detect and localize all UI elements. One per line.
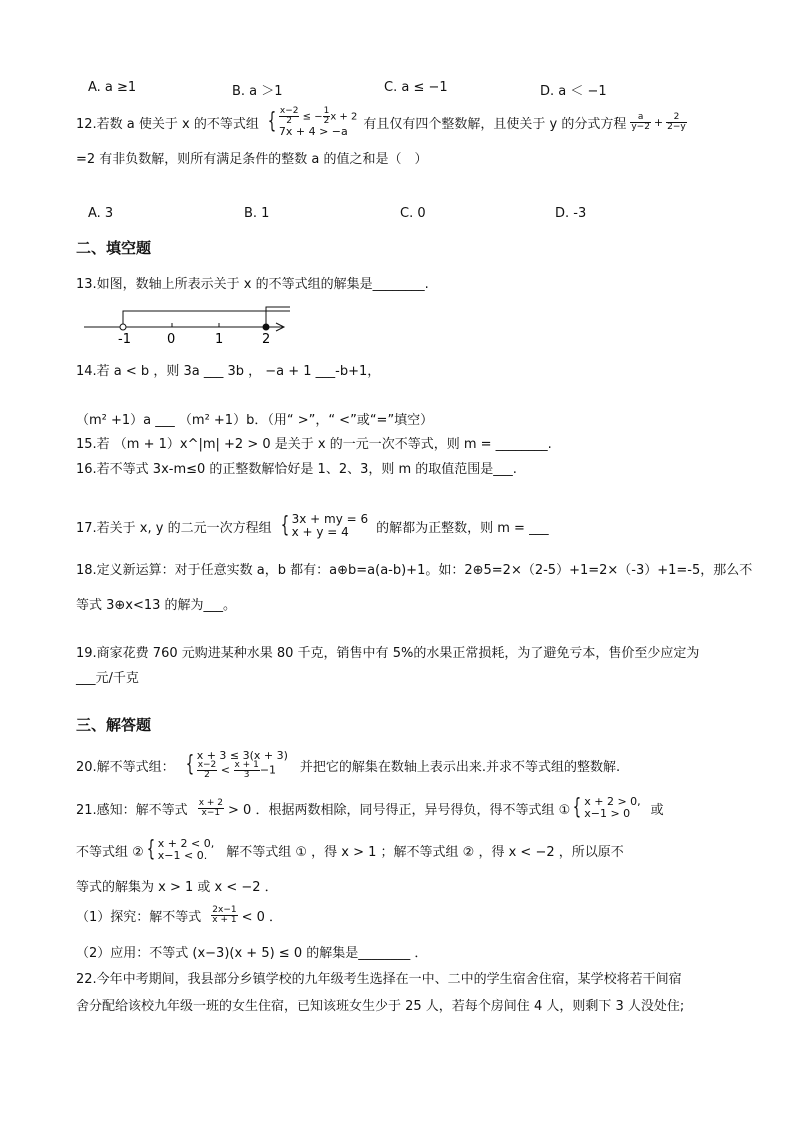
q12-frac1-den: y−2 xyxy=(631,121,650,132)
q12-frac2-num: 2 xyxy=(666,113,687,123)
brace-icon: { xyxy=(267,109,277,134)
q20-f2-den: 3 xyxy=(243,770,250,781)
q21-system-1 xyxy=(584,796,640,819)
q20-row1: x + 3 ≤ 3(x + 3) xyxy=(196,748,288,762)
q20-suffix: 并把它的解集在数轴上表示出来.并求不等式组的整数解. xyxy=(299,759,621,775)
q17-eq1: 3x + my = 6 xyxy=(291,512,369,527)
question-17 xyxy=(76,511,549,541)
q20-lt: < xyxy=(220,763,230,777)
q12-prefix: 12.若数 a 使关于 x 的不等式组 xyxy=(76,116,259,132)
open-point-marker xyxy=(120,324,126,330)
axis-label-1: 1 xyxy=(215,332,224,346)
q11-option-b: B. a ＞1 xyxy=(232,84,283,99)
q21-sys2-row1: x + 2 < 0, xyxy=(157,837,215,851)
q14-line2: （m² +1）a ___ （m² +1）b．（用“ >”，“ <”或“=”填空） xyxy=(76,413,434,428)
q12-option-c: C. 0 xyxy=(400,206,426,221)
q21-l4-f-num: 2x−1 xyxy=(212,904,237,915)
q18-line2: 等式 3⊕x<13 的解为___。 xyxy=(76,598,237,613)
q11-option-d: D. a ＜ −1 xyxy=(540,84,607,99)
q20-f2-num: x + 1 xyxy=(234,760,259,771)
q21-f-num: x + 2 xyxy=(198,797,224,808)
q12-frac-den: 2 xyxy=(286,115,293,126)
q12-plus: + xyxy=(653,115,664,129)
q21-l1-tail: 或 xyxy=(650,802,664,818)
axis-label-2: 2 xyxy=(262,332,271,346)
q20-prefix: 20.解不等式组： xyxy=(76,759,175,775)
question-13: 13.如图，数轴上所表示关于 x 的不等式组的解集是________. xyxy=(76,277,429,292)
q21-l4-tail: < 0 ． xyxy=(241,909,283,925)
brace-icon: { xyxy=(573,795,582,820)
q12-sys-tail: x + 2 xyxy=(330,111,358,123)
q17-equation-system xyxy=(292,513,369,538)
section-2-title: 二、填空题 xyxy=(76,239,152,257)
closed-point-marker xyxy=(263,324,269,330)
question-12 xyxy=(76,106,687,138)
q20-inequality-system xyxy=(197,750,288,781)
q20-f1-den: 2 xyxy=(204,770,210,781)
axis-label-neg1: -1 xyxy=(118,332,131,346)
q21-system-2 xyxy=(158,838,214,861)
q21-sys1-row1: x + 2 > 0, xyxy=(584,795,641,809)
q12-sys-row2: 7x + 4 > −a xyxy=(278,124,348,138)
q11-option-c: C. a ≤ −1 xyxy=(384,80,448,95)
q12-option-a: A. 3 xyxy=(88,206,114,221)
q21-prefix: 21.感知：解不等式 xyxy=(76,802,188,818)
q21-sys1-row2: x−1 > 0 xyxy=(584,807,631,820)
q12-inequality-system xyxy=(279,107,357,138)
q21-l4-prefix: （1）探究：解不等式 xyxy=(76,909,202,925)
brace-icon: { xyxy=(280,513,289,538)
q21-f-den: x−1 xyxy=(201,807,221,818)
q12-middle: 有且仅有四个整数解，且使关于 y 的分式方程 xyxy=(363,116,627,132)
brace-icon: { xyxy=(185,752,194,777)
question-15: 15.若 （m + 1）x^|m| +2 > 0 是关于 x 的一元一次不等式，则 m = ________. xyxy=(76,437,552,452)
axis-label-0: 0 xyxy=(167,332,176,346)
q12-half-num: 1 xyxy=(323,105,330,116)
q21-line3: 等式的解集为 x > 1 或 x < −2 ． xyxy=(76,880,278,895)
q12-frac-num: x−2 xyxy=(279,105,299,116)
question-20 xyxy=(76,744,620,786)
q21-sys2-row2: x−1 < 0. xyxy=(157,849,208,862)
q14-line1: 14.若 a < b ，则 3a ___ 3b ， −a + 1 ___-b+1， xyxy=(76,364,381,379)
section-3-title: 三、解答题 xyxy=(76,716,152,734)
q19-line2: ___元/千克 xyxy=(76,671,139,686)
q19-line1: 19.商家花费 760 元购进某种水果 80 千克，销售中有 5%的水果正常损耗，为了避免亏本，售价至少应定为 xyxy=(76,646,700,661)
brace-icon: { xyxy=(146,837,155,862)
number-line-figure xyxy=(80,300,295,346)
q17-eq2: x + y = 4 xyxy=(291,525,349,539)
q21-l1-mid: > 0 ．根据两数相除，同号得正，异号得负，得不等式组 ① xyxy=(228,802,571,818)
q22-line1: 22.今年中考期间，我县部分乡镇学校的九年级考生选择在一中、二中的学生宿舍住宿，某学校将若干间宿 xyxy=(76,972,682,987)
q21-l2-text: 解不等式组 ① ，得 x > 1 ；解不等式组 ② ，得 x < −2 ，所以原不 xyxy=(226,844,624,860)
q12-line2: =2 有非负数解，则所有满足条件的整数 a 的值之和是（ ） xyxy=(76,152,428,167)
q17-prefix: 17.若关于 x, y 的二元一次方程组 xyxy=(76,520,272,536)
q21-l2-prefix: 不等式组 ② xyxy=(76,844,144,860)
q20-tail: −1 xyxy=(259,763,277,777)
q12-option-d: D. -3 xyxy=(555,206,587,221)
q21-line2 xyxy=(76,834,624,866)
q11-option-a: A. a ≥1 xyxy=(88,80,137,95)
q17-suffix: 的解都为正整数，则 m = ___ xyxy=(376,520,549,536)
q21-part2: （2）应用：不等式 (x−3)(x + 5) ≤ 0 的解集是________ ． xyxy=(76,946,428,961)
solution-bracket-left xyxy=(123,311,266,327)
question-16: 16.若不等式 3x-m≤0 的正整数解恰好是 1、2、3，则 m 的取值范围是___. xyxy=(76,462,517,477)
q22-line2: 舍分配给该校九年级一班的女生住宿，已知该班女生少于 25 人，若每个房间住 4 人，则剩下 3 人没处住; xyxy=(76,999,685,1014)
q21-part1 xyxy=(76,903,282,927)
q12-half-den: 2 xyxy=(323,115,330,126)
q12-option-b: B. 1 xyxy=(244,206,270,221)
question-21 xyxy=(76,792,664,824)
q18-line1: 18.定义新运算：对于任意实数 a，b 都有：a⊕b=a(a-b)+1。如：2⊕5=2×（2-5）+1=2×（-3）+1=-5，那么不 xyxy=(76,563,753,578)
q20-f1-num: x−2 xyxy=(197,760,217,771)
q12-frac2-den: 2−y xyxy=(667,121,686,132)
q12-frac1-num: a xyxy=(630,113,651,123)
q21-l4-f-den: x + 1 xyxy=(212,914,237,925)
q12-sys-mid: ≤ − xyxy=(302,111,323,123)
